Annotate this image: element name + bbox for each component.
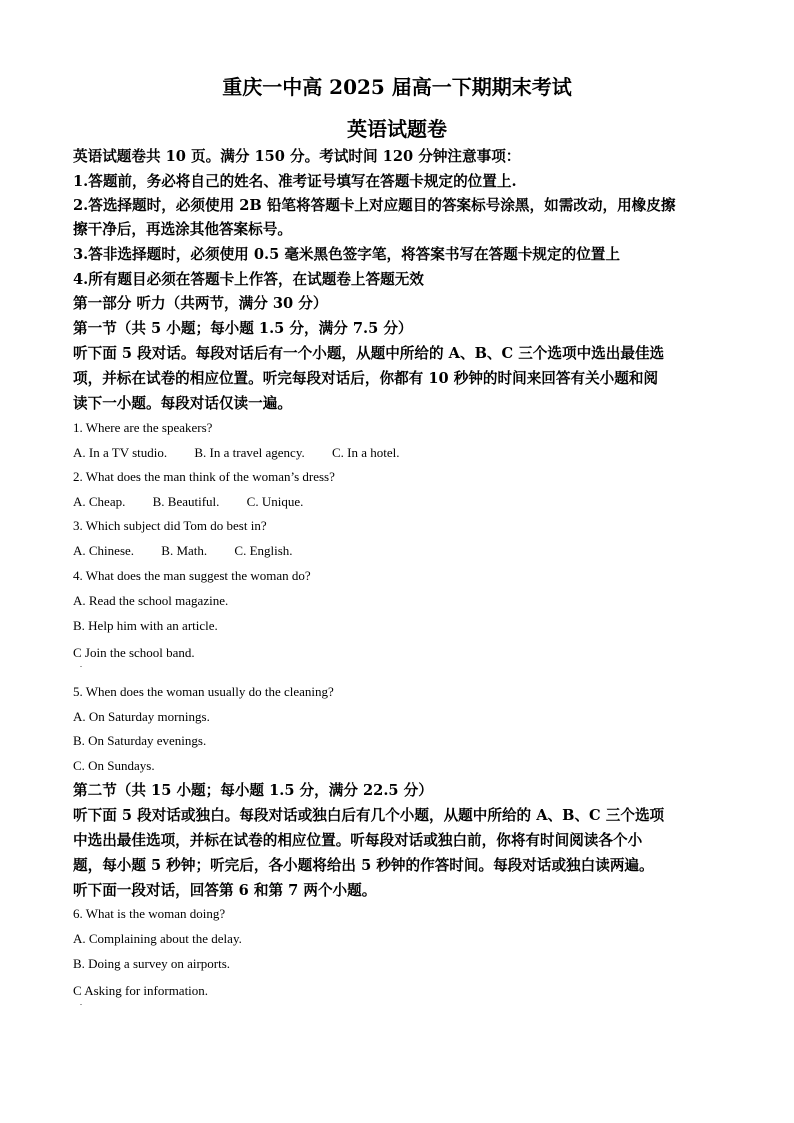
question-4-option-b: B. Help him with an article. xyxy=(73,618,218,633)
section1-directions-line-1: 听下面 5 段对话。每段对话后有一个小题，从题中所给的 A、B、C 三个选项中选出最佳选 xyxy=(73,345,665,362)
instruction-note-2-line-1: 2.答选择题时，必须使用 2B 铅笔将答题卡上对应题目的答案标号涂黑，如需改动，用橡皮擦 xyxy=(73,197,676,214)
question-5-option-b: B. On Saturday evenings. xyxy=(73,733,207,748)
question-6-option-c: C Asking for information. xyxy=(73,983,209,998)
question-1-option-c: C. In a hotel. xyxy=(331,445,400,460)
question-2-option-c: C. Unique. xyxy=(246,494,304,509)
stray-dot-mark: . xyxy=(80,998,82,1007)
section2-directions-line-2: 中选出最佳选项，并标在试卷的相应位置。听每段对话或独白前，你将有时间阅读各个小 xyxy=(73,832,643,849)
question-6-option-b: B. Doing a survey on airports. xyxy=(73,956,231,971)
question-1-stem: 1. Where are the speakers? xyxy=(73,420,213,435)
stray-dot-mark: . xyxy=(80,660,82,669)
section2-directions-line-3: 题，每小题 5 秒钟；听完后，各小题将给出 5 秒钟的作答时间。每段对话或独白读两遍。 xyxy=(73,857,654,874)
question-2-options xyxy=(73,493,327,511)
instruction-note-3: 3.答非选择题时，必须使用 0.5 毫米黑色签字笔，将答案书写在答题卡规定的位置上 xyxy=(73,246,620,263)
instruction-note-2-line-2: 擦干净后，再选涂其他答案标号。 xyxy=(73,221,292,238)
section1-title: 第一节（共 5 小题；每小题 1.5 分，满分 7.5 分） xyxy=(73,320,413,337)
section2-sub-directions: 听下面一段对话，回答第 6 和第 7 两个小题。 xyxy=(73,882,377,899)
section1-directions-line-3: 读下一小题。每段对话仅读一遍。 xyxy=(73,395,292,412)
instruction-note-1: 1.答题前，务必将自己的姓名、准考证号填写在答题卡规定的位置上. xyxy=(73,173,517,190)
exam-title: 重庆一中高 2025 届高一下期期末考试 xyxy=(222,75,572,99)
question-2-option-b: B. Beautiful. xyxy=(152,494,220,509)
question-4-stem: 4. What does the man suggest the woman do? xyxy=(73,568,311,583)
question-4-option-c: C Join the school band. xyxy=(73,645,195,660)
question-3-option-c: C. English. xyxy=(234,543,293,558)
question-3-stem: 3. Which subject did Tom do best in? xyxy=(73,518,267,533)
question-2-stem: 2. What does the man think of the woman’s dress? xyxy=(73,469,335,484)
question-5-option-c: C. On Sundays. xyxy=(73,758,155,773)
question-1-option-b: B. In a travel agency. xyxy=(194,445,305,460)
question-3-option-b: B. Math. xyxy=(161,543,208,558)
instruction-note-4: 4.所有题目必须在答题卡上作答，在试题卷上答题无效 xyxy=(73,271,424,288)
question-4-option-a: A. Read the school magazine. xyxy=(73,593,229,608)
question-3-options xyxy=(73,542,317,560)
question-5-option-a: A. On Saturday mornings. xyxy=(73,709,210,724)
question-6-stem: 6. What is the woman doing? xyxy=(73,906,226,921)
question-2-option-a: A. Cheap. xyxy=(73,494,126,509)
exam-subtitle: 英语试题卷 xyxy=(347,117,447,141)
part1-title: 第一部分 听力（共两节，满分 30 分） xyxy=(73,295,328,312)
section2-directions-line-1: 听下面 5 段对话或独白。每段对话或独白后有几个小题，从题中所给的 A、B、C 三个选项 xyxy=(73,807,665,824)
instructions-intro: 英语试题卷共 10 页。满分 150 分。考试时间 120 分钟注意事项： xyxy=(73,148,521,165)
section1-directions-line-2: 项，并标在试卷的相应位置。听完每段对话后，你都有 10 秒钟的时间来回答有关小题和阅 xyxy=(73,370,659,387)
section2-title: 第二节（共 15 小题；每小题 1.5 分，满分 22.5 分） xyxy=(73,782,433,799)
question-5-stem: 5. When does the woman usually do the cleaning? xyxy=(73,684,334,699)
question-1-options xyxy=(73,444,424,462)
question-6-option-a: A. Complaining about the delay. xyxy=(73,931,242,946)
question-3-option-a: A. Chinese. xyxy=(73,543,135,558)
question-1-option-a: A. In a TV studio. xyxy=(73,445,168,460)
